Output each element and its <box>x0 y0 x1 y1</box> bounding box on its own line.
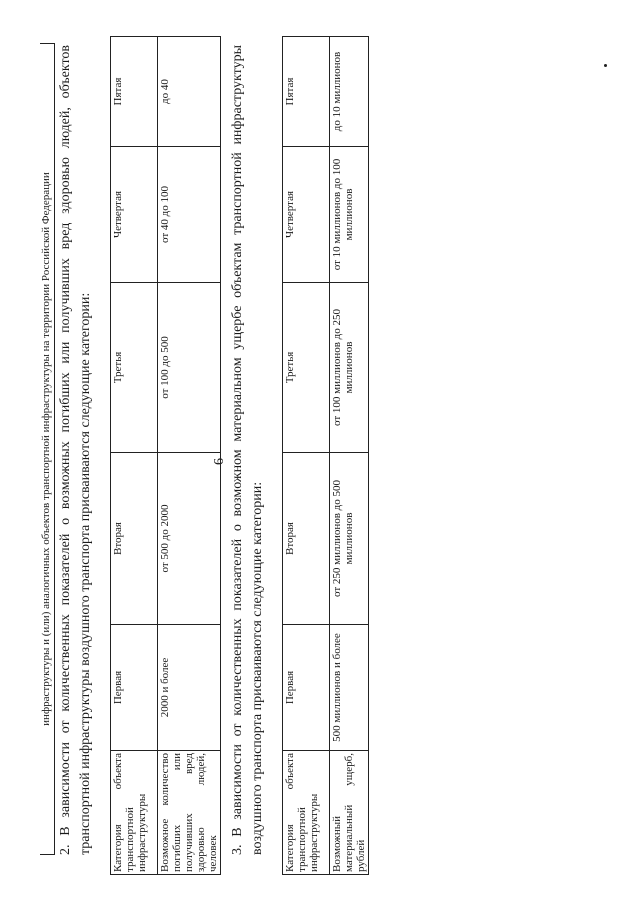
paragraph-2: 2. В зависимости от количественных показателей о возможных погибших или получивших вред здоровью людей, объектов транспортной инфраструктуры воздушного транспорта присваиваются следующие категории: <box>58 45 93 855</box>
table-cell: от 10 миллионов до 100 миллионов <box>330 147 369 283</box>
table-header-cell: Третья <box>283 283 330 453</box>
table-header-cell: Категория объекта транспортной инфраструктуры <box>111 751 158 875</box>
table-cell: от 250 миллионов до 500 миллионов <box>330 453 369 625</box>
table-header-cell: Четвертая <box>111 147 158 283</box>
table-header-cell: Категория объекта транспортной инфраструктуры <box>283 751 330 875</box>
table-cell: от 100 миллионов до 250 миллионов <box>330 283 369 453</box>
table-header-cell: Первая <box>111 625 158 751</box>
table-row <box>111 37 158 875</box>
header-line-box <box>40 43 55 855</box>
table-cell: до 40 <box>158 37 221 147</box>
header-line: инфраструктуры и (или) аналогичных объектов транспортной инфраструктуры на территории Российской Федерации <box>40 172 52 726</box>
table-cell: до 10 миллионов <box>330 37 369 147</box>
table-cell: Возможный материальный ущерб, рублей <box>330 751 369 875</box>
table-cell: от 40 до 100 <box>158 147 221 283</box>
table-cell: 2000 и более <box>158 625 221 751</box>
table-cell: 500 миллионов и более <box>330 625 369 751</box>
table-header-cell: Третья <box>111 283 158 453</box>
table-row <box>283 37 330 875</box>
table-header-cell: Вторая <box>111 453 158 625</box>
table-header-cell: Пятая <box>111 37 158 147</box>
casualties-category-table <box>110 36 221 875</box>
paragraph-3: 3. В зависимости от количественных показателей о возможном материальном ущербе объектам транспортной инфраструктуры воздушного транспорта присваиваются следующие категории: <box>230 45 265 855</box>
page-number: 6 <box>212 458 227 465</box>
damage-category-table <box>282 36 369 875</box>
table-cell: Возможное количество погибших или получивших вред здоровью людей, человек <box>158 751 221 875</box>
table-cell: от 100 до 500 <box>158 283 221 453</box>
table-row <box>330 37 369 875</box>
table-header-cell: Первая <box>283 625 330 751</box>
scan-speck <box>604 64 607 67</box>
table-cell: от 500 до 2000 <box>158 453 221 625</box>
table-row <box>158 37 221 875</box>
table-header-cell: Четвертая <box>283 147 330 283</box>
table-header-cell: Пятая <box>283 37 330 147</box>
table-header-cell: Вторая <box>283 453 330 625</box>
